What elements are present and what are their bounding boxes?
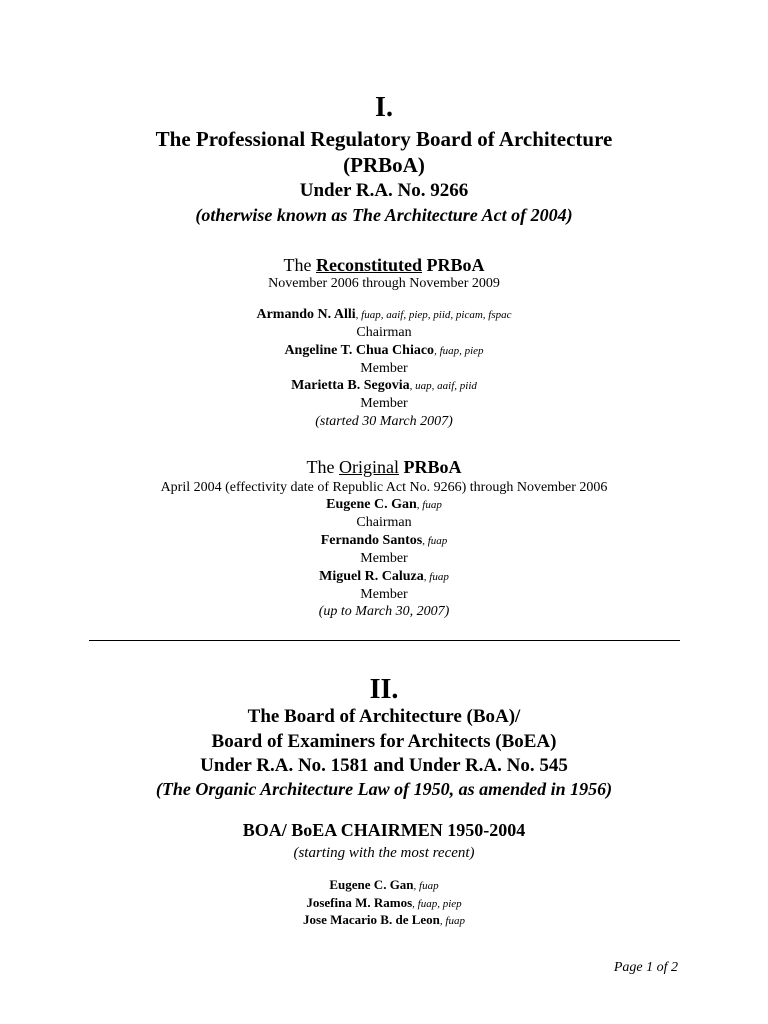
section-1-title-line1: The Professional Regulatory Board of Architecture xyxy=(155,127,613,151)
member-row xyxy=(0,343,768,359)
member-role: Member xyxy=(360,551,408,566)
member-name: Fernando Santos xyxy=(320,533,423,548)
reconstituted-period: November 2006 through November 2009 xyxy=(268,276,500,291)
chairman-credentials: , fuap xyxy=(439,915,465,927)
member-credentials: , fuap xyxy=(423,571,449,583)
section-1-title-line2: (PRBoA) xyxy=(343,153,425,177)
section-1-law: Under R.A. No. 9266 xyxy=(299,180,469,201)
page-number: Page 1 of 2 xyxy=(613,960,678,975)
original-note: (up to March 30, 2007) xyxy=(318,604,450,619)
member-name: Marietta B. Segovia xyxy=(291,378,410,393)
member-role: Member xyxy=(360,587,408,602)
chairman-credentials: , fuap xyxy=(413,880,439,892)
member-role: Member xyxy=(360,396,408,411)
section-2-known-as: (The Organic Architecture Law of 1950, as amended in 1956) xyxy=(155,779,613,799)
section-1-known-as: (otherwise known as The Architecture Act of 2004) xyxy=(195,205,573,225)
chairman-row xyxy=(0,877,768,893)
original-heading-tail: PRBoA xyxy=(403,457,462,477)
section-2-numeral: II. xyxy=(369,674,399,705)
chairmen-heading: BOA/ BoEA CHAIRMEN 1950-2004 xyxy=(242,820,526,840)
reconstituted-heading-tail: PRBoA xyxy=(426,255,485,275)
member-role: Chairman xyxy=(356,325,412,340)
reconstituted-heading-word: Reconstituted xyxy=(315,255,422,275)
original-heading xyxy=(0,457,768,478)
chairman-name: Eugene C. Gan xyxy=(329,877,414,892)
member-role: Chairman xyxy=(356,515,412,530)
section-2-title-line1: The Board of Architecture (BoA)/ xyxy=(247,706,521,727)
section-2-title-line2: Board of Examiners for Architects (BoEA) xyxy=(211,731,557,752)
reconstituted-heading xyxy=(0,255,768,276)
section-2-law: Under R.A. No. 1581 and Under R.A. No. 545 xyxy=(200,755,568,776)
member-row xyxy=(0,378,768,394)
member-row xyxy=(0,307,768,323)
chairmen-note: (starting with the most recent) xyxy=(293,845,475,861)
original-heading-the: The xyxy=(306,457,335,477)
chairman-name: Josefina M. Ramos xyxy=(306,895,413,910)
member-credentials: , fuap, piep xyxy=(434,345,484,357)
chairman-row xyxy=(0,912,768,928)
member-credentials: , fuap xyxy=(422,535,448,547)
member-row xyxy=(0,569,768,585)
section-1-numeral: I. xyxy=(375,92,393,123)
chairman-row xyxy=(0,895,768,911)
reconstituted-note: (started 30 March 2007) xyxy=(315,414,453,429)
member-row xyxy=(0,533,768,549)
member-credentials: , uap, aaif, piid xyxy=(409,380,477,392)
member-role: Member xyxy=(360,361,408,376)
member-name: Angeline T. Chua Chiaco xyxy=(284,343,435,358)
section-divider xyxy=(89,640,680,641)
member-name: Eugene C. Gan xyxy=(326,497,417,512)
original-heading-word: Original xyxy=(338,457,399,477)
chairman-credentials: , fuap, piep xyxy=(412,898,462,910)
reconstituted-heading-the: The xyxy=(283,255,312,275)
member-credentials: , fuap xyxy=(416,499,442,511)
member-row xyxy=(0,497,768,513)
original-period: April 2004 (effectivity date of Republic Act No. 9266) through November 2006 xyxy=(160,480,608,495)
member-name: Miguel R. Caluza xyxy=(319,569,424,584)
member-credentials: , fuap, aaif, piep, piid, picam, fspac xyxy=(355,309,512,321)
member-name: Armando N. Alli xyxy=(256,307,356,322)
chairman-name: Jose Macario B. de Leon xyxy=(303,912,440,927)
